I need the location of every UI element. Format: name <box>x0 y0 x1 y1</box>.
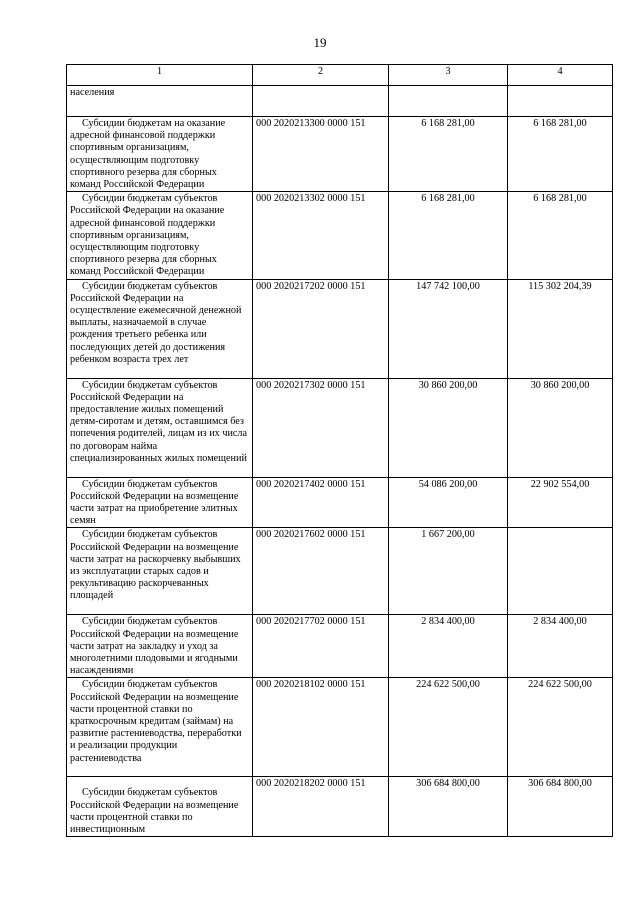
column-header-4: 4 <box>508 65 613 86</box>
row-value-plan: 147 742 100,00 <box>389 279 508 378</box>
row-code: 000 2020217702 0000 151 <box>253 615 389 678</box>
row-code: 000 2020217602 0000 151 <box>253 528 389 615</box>
row-name: Субсидии бюджетам субъектов Российской Федерации на возмещение части процентной ставки по инвестиционным <box>67 777 253 837</box>
row-name: Субсидии бюджетам на оказание адресной финансовой поддержки спортивным организациям, осуществляющим подготовку спортивного резерва для сборных команд Российской Федерации <box>67 117 253 192</box>
row-value-actual: 6 168 281,00 <box>508 192 613 279</box>
row-code: 000 2020217302 0000 151 <box>253 378 389 477</box>
row-code: 000 2020213302 0000 151 <box>253 192 389 279</box>
row-value-plan: 306 684 800,00 <box>389 777 508 837</box>
row-value-actual <box>508 528 613 615</box>
table-row <box>67 86 613 117</box>
table-row <box>67 477 613 528</box>
row-name: Субсидии бюджетам субъектов Российской Федерации на возмещение части затрат на приобретение элитных семян <box>67 477 253 528</box>
table-row <box>67 279 613 378</box>
row-value-plan <box>389 86 508 117</box>
row-name: Субсидии бюджетам субъектов Российской Федерации на предоставление жилых помещений детям-сиротам и детям, оставшимся без попечения родителей, лицам из их числа по договорам найма специализированных жилых помещений <box>67 378 253 477</box>
row-value-plan: 2 834 400,00 <box>389 615 508 678</box>
table-header-row <box>67 65 613 86</box>
row-value-plan: 6 168 281,00 <box>389 192 508 279</box>
row-code: 000 2020218102 0000 151 <box>253 678 389 777</box>
table-row <box>67 615 613 678</box>
row-value-actual: 2 834 400,00 <box>508 615 613 678</box>
row-name: Субсидии бюджетам субъектов Российской Федерации на оказание адресной финансовой поддержки спортивным организациям, осуществляющим подготовку спортивного резерва для сборных команд Российской Федерации <box>67 192 253 279</box>
row-value-actual: 306 684 800,00 <box>508 777 613 837</box>
page-number: 19 <box>313 35 327 50</box>
row-value-actual: 22 902 554,00 <box>508 477 613 528</box>
table-row <box>67 378 613 477</box>
row-value-actual: 115 302 204,39 <box>508 279 613 378</box>
row-code: 000 2020217402 0000 151 <box>253 477 389 528</box>
row-value-actual <box>508 86 613 117</box>
row-value-plan: 6 168 281,00 <box>389 117 508 192</box>
row-value-plan: 54 086 200,00 <box>389 477 508 528</box>
row-code: 000 2020213300 0000 151 <box>253 117 389 192</box>
row-name: Субсидии бюджетам субъектов Российской Федерации на возмещение части процентной ставки по краткосрочным кредитам (займам) на развитие растениеводства, переработки и реализации продукции растениеводства <box>67 678 253 777</box>
row-value-actual: 224 622 500,00 <box>508 678 613 777</box>
table-row <box>67 777 613 837</box>
row-value-actual: 30 860 200,00 <box>508 378 613 477</box>
table-row <box>67 678 613 777</box>
row-value-plan: 1 667 200,00 <box>389 528 508 615</box>
row-code: 000 2020217202 0000 151 <box>253 279 389 378</box>
table-row <box>67 192 613 279</box>
row-code <box>253 86 389 117</box>
budget-table <box>66 64 613 837</box>
row-value-actual: 6 168 281,00 <box>508 117 613 192</box>
row-value-plan: 30 860 200,00 <box>389 378 508 477</box>
row-name: Субсидии бюджетам субъектов Российской Федерации на возмещение части затрат на раскорчевку выбывших из эксплуатации старых садов и рекультивацию раскорчеванных площадей <box>67 528 253 615</box>
row-name: населения <box>67 86 253 117</box>
row-name: Субсидии бюджетам субъектов Российской Федерации на осуществление ежемесячной денежной выплаты, назначаемой в случае рождения третьего ребенка или последующих детей до достижения ребенком возраста трех лет <box>67 279 253 378</box>
table-row <box>67 117 613 192</box>
row-name: Субсидии бюджетам субъектов Российской Федерации на возмещение части затрат на закладку и уход за многолетними плодовыми и ягодными насаждениями <box>67 615 253 678</box>
row-value-plan: 224 622 500,00 <box>389 678 508 777</box>
column-header-2: 2 <box>253 65 389 86</box>
table-row <box>67 528 613 615</box>
row-code: 000 2020218202 0000 151 <box>253 777 389 837</box>
column-header-1: 1 <box>67 65 253 86</box>
column-header-3: 3 <box>389 65 508 86</box>
